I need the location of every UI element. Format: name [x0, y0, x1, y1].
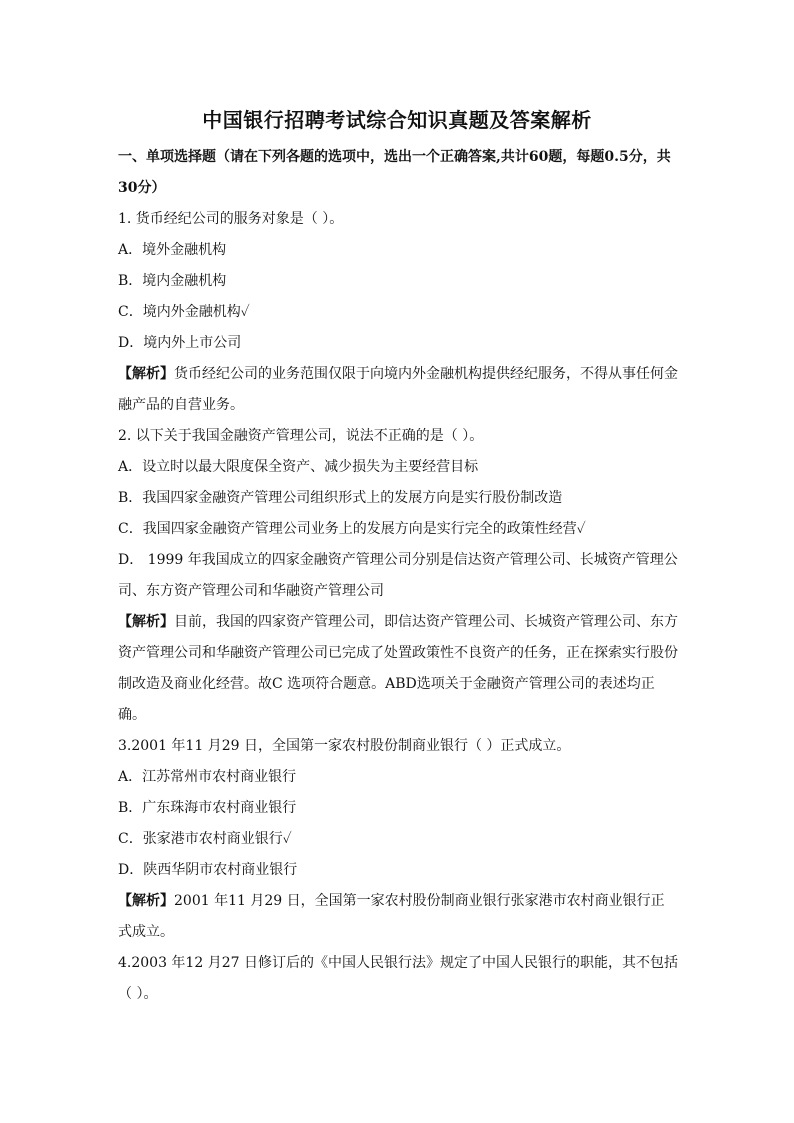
analysis-tag: 【解析】 [118, 614, 174, 630]
question-2-option-b: B．我国四家金融资产管理公司组织形式上的发展方向是实行股份制改造 [118, 490, 563, 506]
document-title: 中国银行招聘考试综合知识真题及答案解析 [202, 108, 592, 132]
question-4-stem: 4.2003 年12 月27 日修订后的《中国人民银行法》规定了中国人民银行的职能，其不包括（ ）。 [118, 955, 678, 1002]
question-2-option-c: C．我国四家金融资产管理公司业务上的发展方向是实行完全的政策性经营✓ [118, 521, 586, 537]
question-3-option-b: B．广东珠海市农村商业银行 [118, 800, 297, 816]
analysis-text: 目前，我国的四家资产管理公司，即信达资产管理公司、长城资产管理公司、东方资产管理公司和华融资产管理公司已完成了处置政策性不良资产的任务，正在探索实行股份制改造及商业化经营。故C 选项符合题意。ABD选项关于金融资产管理公司的表述均正确。 [118, 614, 678, 723]
question-1-option-d: D．境内外上市公司 [118, 335, 242, 351]
question-1-option-a: A．境外金融机构 [118, 242, 227, 258]
question-2-analysis [118, 607, 678, 731]
section-heading: 一、单项选择题（请在下列各题的选项中，选出一个正确答案,共计60题，每题0.5分，共30分） [118, 149, 671, 196]
question-3-stem: 3.2001 年11 月29 日，全国第一家农村股份制商业银行（ ）正式成立。 [118, 738, 571, 754]
document-body [118, 142, 678, 1010]
analysis-text: 货币经纪公司的业务范围仅限于向境内外金融机构提供经纪服务，不得从事任何金融产品的自营业务。 [118, 366, 678, 413]
question-1-option-b: B．境内金融机构 [118, 273, 227, 289]
question-3-option-a: A．江苏常州市农村商业银行 [118, 769, 297, 785]
question-2-option-d: D． 1999 年我国成立的四家金融资产管理公司分别是信达资产管理公司、长城资产管理公司、东方资产管理公司和华融资产管理公司 [118, 552, 678, 599]
question-2-option-a: A．设立时以最大限度保全资产、减少损失为主要经营目标 [118, 459, 479, 475]
question-3-option-c: C．张家港市农村商业银行✓ [118, 831, 292, 847]
question-3-analysis [118, 886, 678, 948]
analysis-tag: 【解析】 [118, 893, 174, 909]
analysis-text: 2001 年11 月29 日，全国第一家农村股份制商业银行张家港市农村商业银行正式成立。 [118, 893, 665, 940]
question-1-analysis [118, 359, 678, 421]
analysis-tag: 【解析】 [118, 366, 174, 382]
question-2-stem: 2. 以下关于我国金融资产管理公司，说法不正确的是（ ）。 [118, 428, 484, 444]
question-1-option-c: C．境内外金融机构✓ [118, 304, 250, 320]
question-3-option-d: D．陕西华阴市农村商业银行 [118, 862, 298, 878]
question-1-stem: 1. 货币经纪公司的服务对象是（ ）。 [118, 211, 344, 227]
